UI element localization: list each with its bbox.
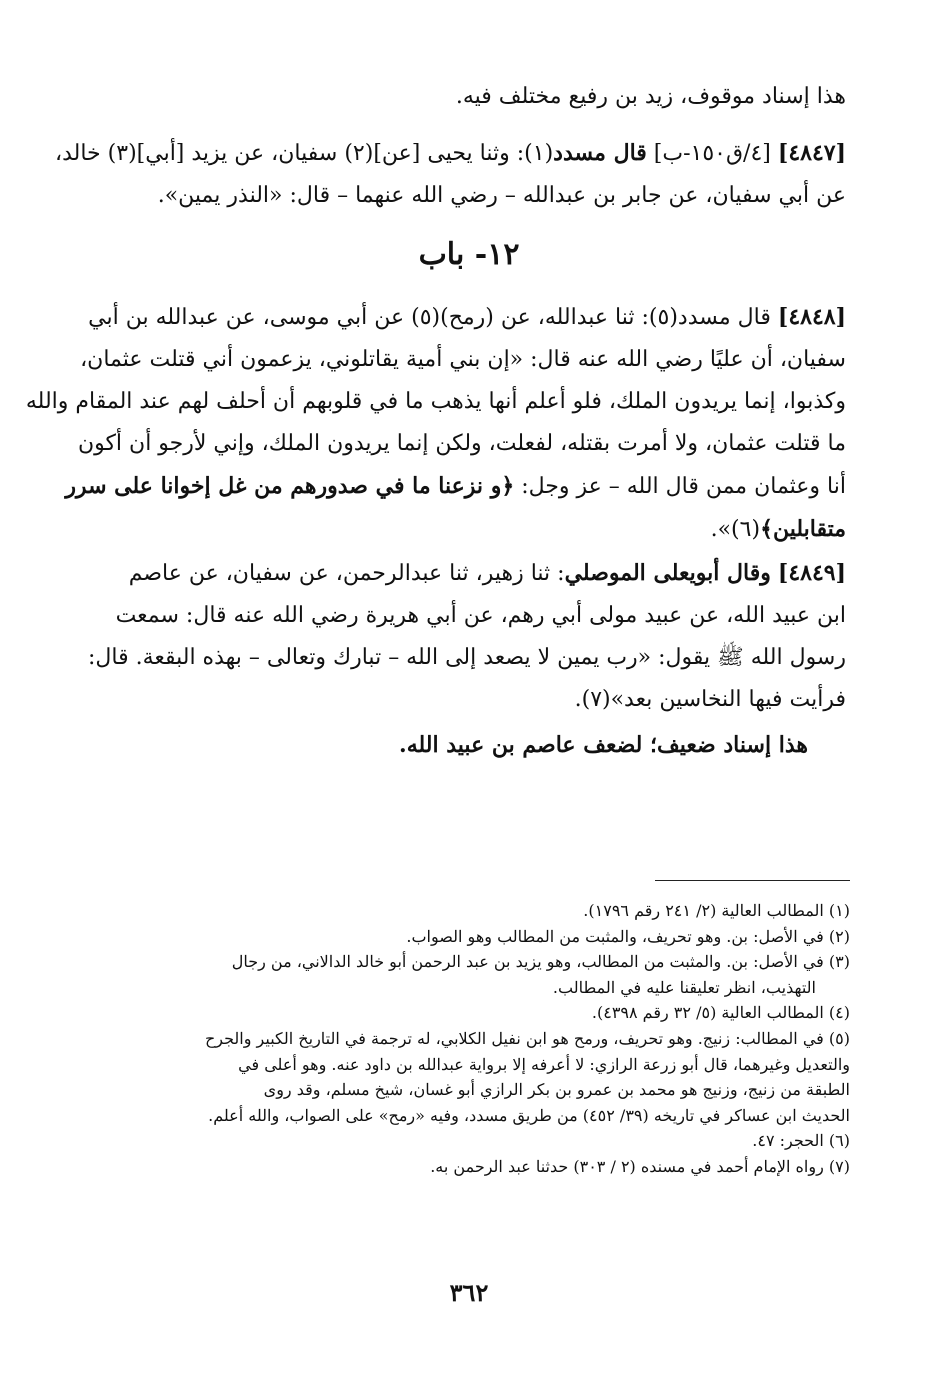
narrator-label: وقال أبويعلى الموصلي [564, 560, 771, 586]
hadith-4849-line-1 [70, 552, 846, 595]
hadith-number: [٤٨٤٧] [777, 140, 846, 166]
hadith-4848-line-6 [70, 508, 846, 551]
hadith-4849-line-2: ابن عبيد الله، عن عبيد مولى أبي رهم، عن أبي هريرة رضي الله عنه قال: سمعت [115, 603, 846, 628]
grading-note [70, 724, 808, 766]
footnote-5-continued: والتعديل وغيرهما، قال أبو زرعة الرازي: لا أعرفه إلا برواية عبدالله بن داود عنه. وهو أعلى في [238, 1054, 850, 1074]
footnote-4: (٤) المطالب العالية (٥/ ٣٢ رقم ٤٣٩٨). [591, 1003, 850, 1023]
hadith-number: [٤٨٤٩] [777, 560, 846, 586]
hadith-4847 [55, 132, 846, 217]
top-note-line: هذا إسناد موقوف، زيد بن رفيع مختلف فيه. [455, 84, 846, 109]
page-number: ٣٦٢ [449, 1278, 489, 1307]
footnote-5-continued: الحديث ابن عساكر في تاريخه (٣٩/ ٤٥٢) من طريق مسدد، وفيه «رمح» على الصواب، والله أعلم. [208, 1105, 850, 1125]
quran-verse: ﴿و نزعنا ما في صدورهم من غل إخوانا على سرر [65, 473, 515, 499]
footnote-6: (٦) الحجر: ٤٧. [752, 1131, 850, 1151]
hadith-4848-line-2: سفيان، أن عليًا رضي الله عنه قال: «إن بني أمية يقاتلوني، يزعمون أني قتلت عثمان، [80, 347, 846, 372]
hadith-4848-line-3: وكذبوا، إنما يريدون الملك، فلو أعلم أنها يذهب ما في قلوبهم أن أحلف لهم عند المقام والله [25, 389, 846, 414]
quran-verse: متقابلين﴾ [760, 516, 846, 542]
footnote-divider [655, 880, 850, 881]
footnote-3-continued: التهذيب، انظر تعليقنا عليه في المطالب. [552, 977, 816, 997]
grading-line: هذا إسناد ضعيف؛ لضعف عاصم بن عبيد الله. [399, 732, 808, 758]
top-note [70, 76, 846, 118]
hadith-4848-line-5 [65, 465, 846, 508]
hadith-text: أنا وعثمان ممن قال الله – عز وجل: [521, 474, 846, 499]
footnote-5-continued: الطبقة من زنيج، وزنيج هو محمد بن عمرو بن بكر الرازي أبو غسان، شيخ مسلم، وقد روى [263, 1080, 850, 1100]
hadith-4849 [70, 552, 846, 721]
hadith-4848-line-4: ما قتلت عثمان، ولا أمرت بقتله، لفعلت، ولكن إنما يريدون الملك، وإني لأرجو أن أكون [77, 431, 846, 456]
hadith-4849-line-4: فرأيت فيها النخاسين بعد»(٧). [574, 687, 846, 712]
footnote-7: (٧) رواه الإمام أحمد في مسنده (٢ / ٣٠٣) حدثنا عبد الرحمن به. [430, 1156, 850, 1176]
hadith-text: قال مسدد(٥): ثنا عبدالله، عن (رمح)(٥) عن أبي موسى، عن عبدالله بن أبي [88, 305, 771, 330]
hadith-4848 [25, 296, 846, 551]
hadith-text: : ثنا زهير، ثنا عبدالرحمن، عن سفيان، عن عاصم [128, 561, 565, 586]
footnote-3: (٣) في الأصل: بن. والمثبت من المطالب، وهو يزيد بن عبد الرحمن أبو خالد الدالاني، من رجال [231, 952, 850, 972]
chapter-heading: ١٢- باب [418, 237, 520, 272]
manuscript-ref: [٤/ق١٥٠-ب] [653, 141, 771, 166]
hadith-number: [٤٨٤٨] [777, 304, 846, 330]
hadith-4848-line-1 [70, 296, 846, 339]
hadith-text: (١): وثنا يحيى [عن](٢) سفيان، عن يزيد [أبي](٣) خالد، [55, 141, 554, 166]
narrator-label: قال مسدد [553, 140, 647, 166]
footnote-1: (١) المطالب العالية (٢/ ٢٤١ رقم ١٧٩٦). [583, 901, 850, 920]
hadith-4849-line-3: رسول الله ﷺ يقول: «رب يمين لا يصعد إلى الله – تبارك وتعالى – بهذه البقعة. قال: [87, 645, 846, 670]
hadith-4847-line-1 [55, 132, 846, 175]
hadith-4847-line-2: عن أبي سفيان، عن جابر بن عبدالله – رضي الله عنهما – قال: «النذر يمين». [157, 183, 846, 208]
footnotes [78, 898, 850, 1180]
footnote-5: (٥) في المطالب: زنيج. وهو تحريف، ورمح هو ابن نفيل الكلابي، له ترجمة في التاريخ الكبير والجرح [204, 1028, 850, 1048]
hadith-text: (٦)». [710, 517, 761, 542]
footnote-2: (٢) في الأصل: بن. وهو تحريف، والمثبت من المطالب وهو الصواب. [406, 926, 850, 946]
